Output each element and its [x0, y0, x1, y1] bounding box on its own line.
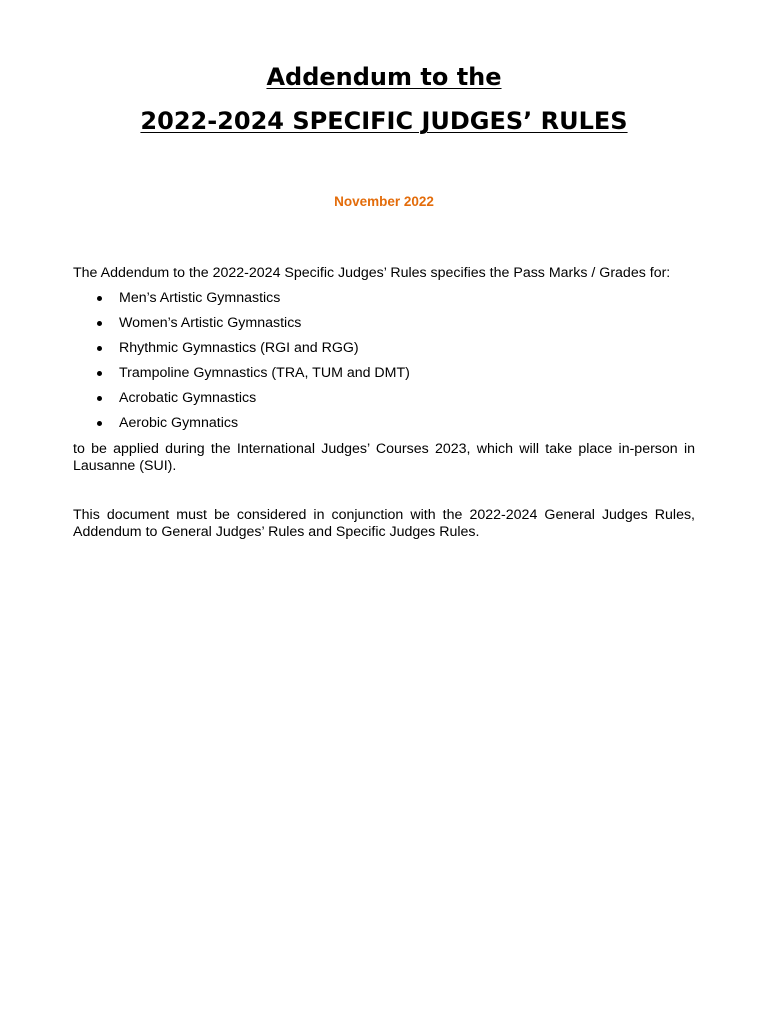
list-item: [73, 415, 695, 440]
list-item-text: Acrobatic Gymnastics: [119, 390, 257, 406]
applied-paragraph-line-2: Lausanne (SUI).: [73, 458, 177, 474]
list-item: [73, 390, 695, 415]
list-item-text: Aerobic Gymnatics: [119, 415, 239, 431]
list-item-text: Rhythmic Gymnastics (RGI and RGG): [119, 340, 359, 356]
list-item: [73, 315, 695, 340]
conjunction-paragraph: [73, 507, 695, 541]
bullet-icon: [97, 346, 102, 351]
list-item-text: Trampoline Gymnastics (TRA, TUM and DMT): [119, 365, 410, 381]
bullet-icon: [97, 371, 102, 376]
list-item: [73, 290, 695, 315]
bullet-icon: [97, 296, 102, 301]
intro-paragraph: The Addendum to the 2022-2024 Specific Judges’ Rules specifies the Pass Marks / Grades for:: [73, 265, 671, 281]
bullet-icon: [97, 396, 102, 401]
applied-paragraph: [73, 441, 695, 475]
bullet-icon: [97, 421, 102, 426]
document-title-line-2: [0, 106, 768, 136]
conjunction-paragraph-line-1: This document must be considered in conjunction with the 2022-2024 General Judges Rules,: [73, 507, 695, 523]
list-item-text: Men’s Artistic Gymnastics: [119, 290, 281, 306]
list-item: [73, 340, 695, 365]
bullet-icon: [97, 321, 102, 326]
discipline-list: [73, 290, 695, 440]
document-title-line-2-text: 2022-2024 SPECIFIC JUDGES’ RULES: [140, 107, 628, 135]
document-date: November 2022: [334, 194, 434, 209]
document-title-line-1: [0, 62, 768, 92]
applied-paragraph-line-1: to be applied during the International Judges’ Courses 2023, which will take place in-person in: [73, 441, 695, 457]
list-item: [73, 365, 695, 390]
document-title-line-1-text: Addendum to the: [266, 63, 502, 91]
list-item-text: Women’s Artistic Gymnastics: [119, 315, 302, 331]
conjunction-paragraph-line-2: Addendum to General Judges’ Rules and Specific Judges Rules.: [73, 524, 480, 540]
